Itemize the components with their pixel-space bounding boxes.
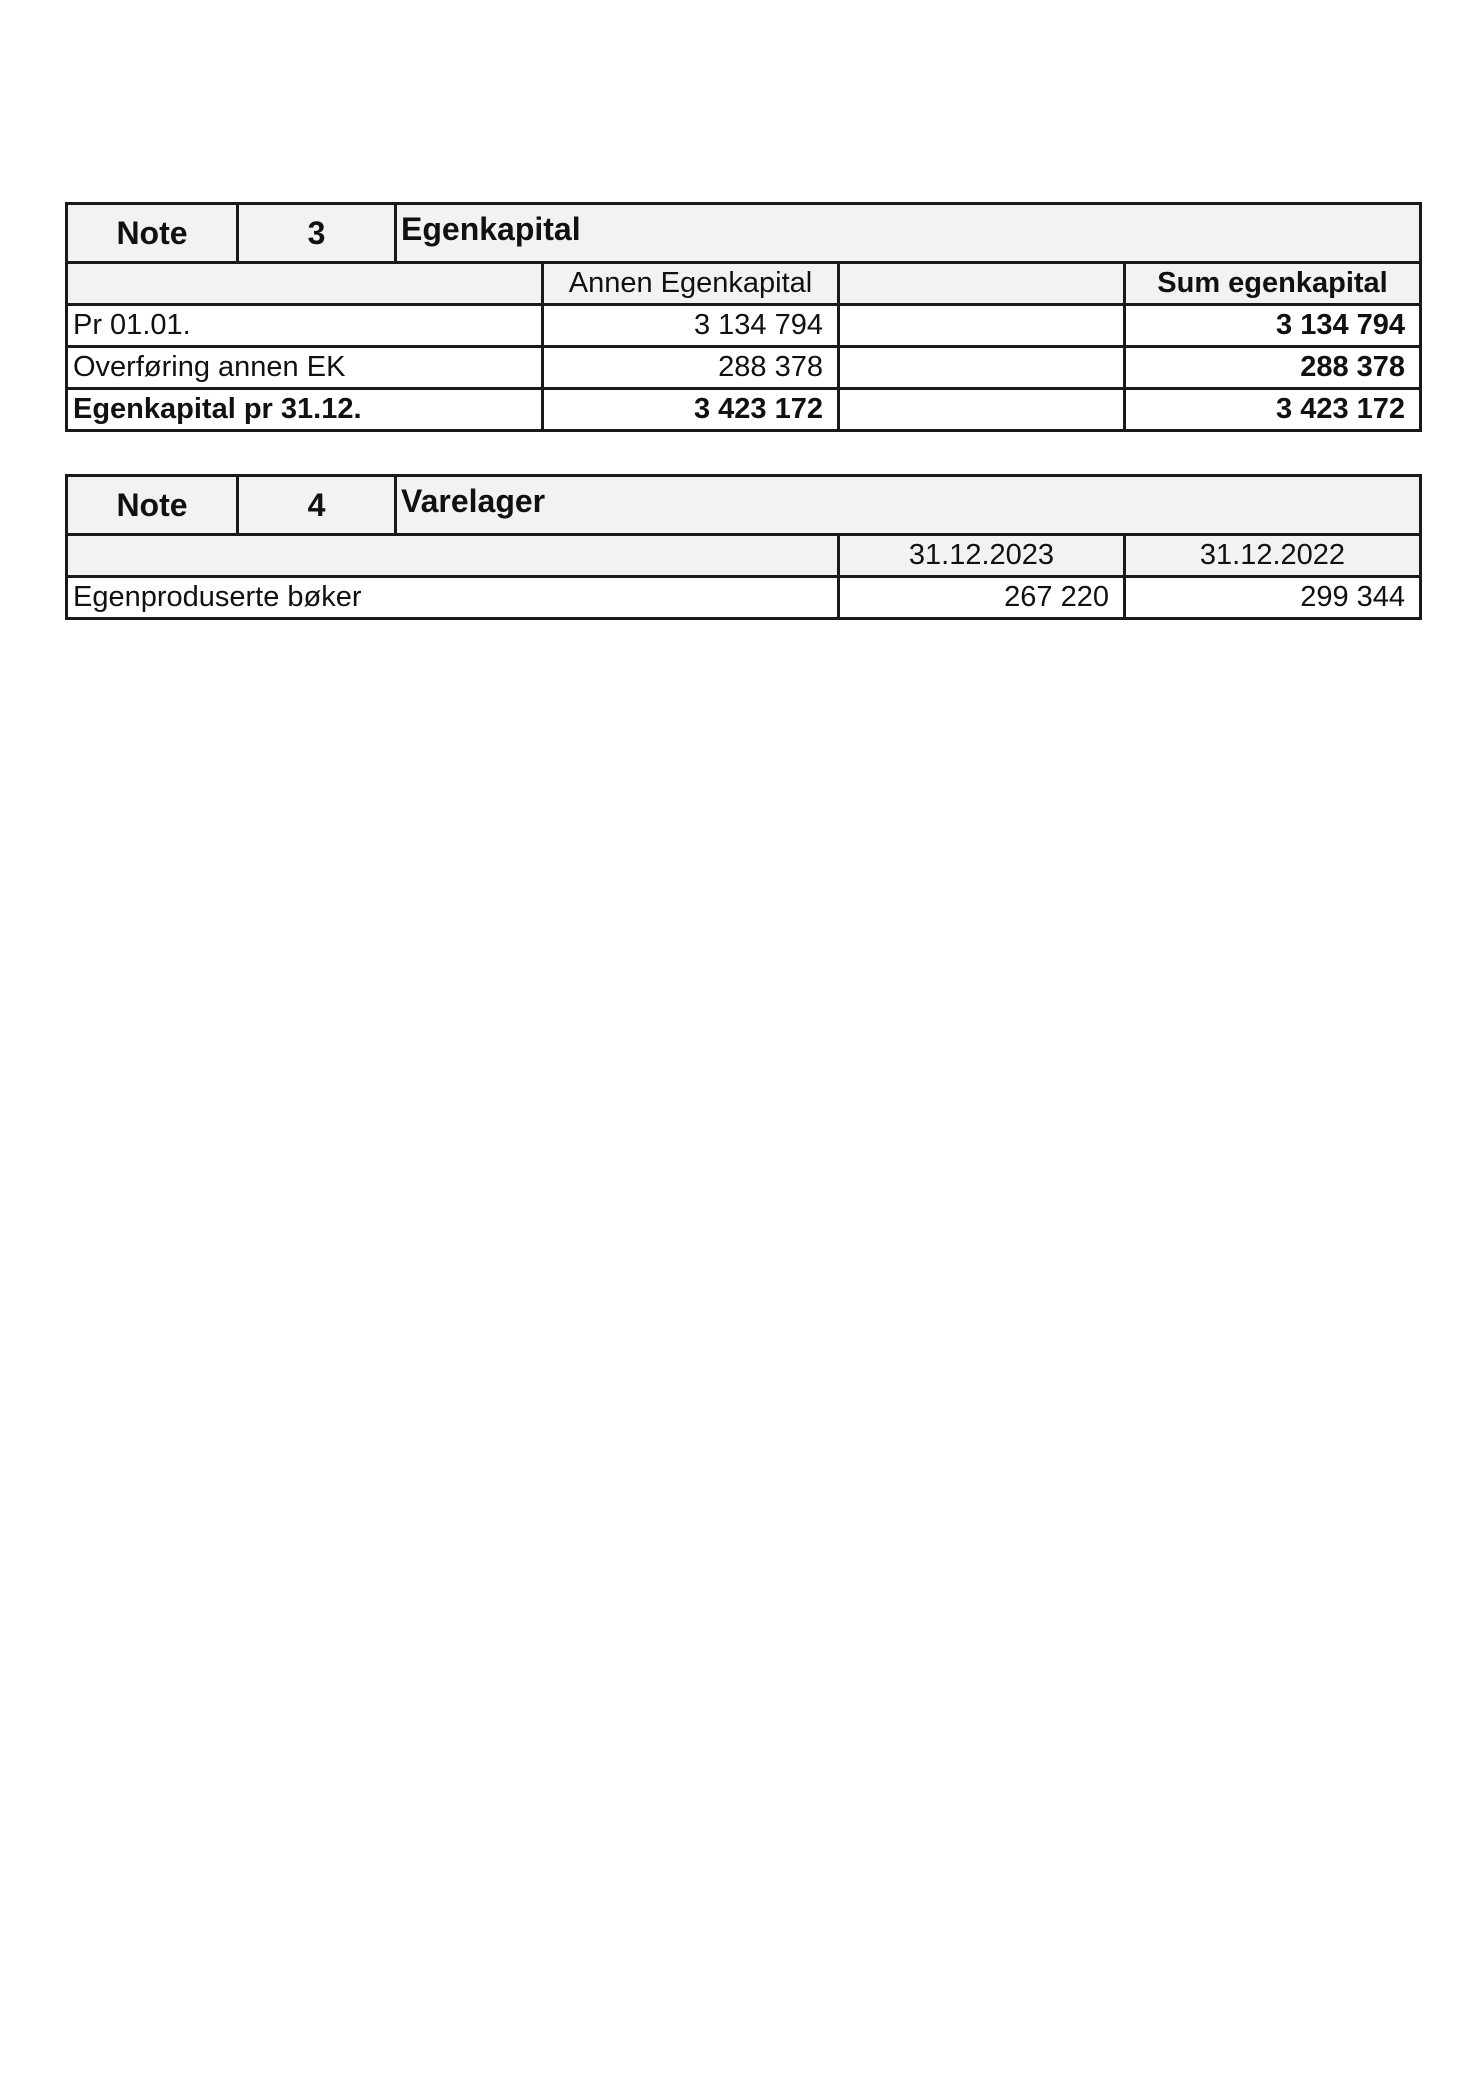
note-title: Varelager [396, 476, 1421, 535]
note-label: Note [67, 476, 238, 535]
note-3-column-headers [67, 263, 1421, 305]
table-row-total [67, 389, 1421, 431]
cell-sum-egenkapital: 3 423 172 [1125, 389, 1421, 431]
column-header-2022: 31.12.2022 [1125, 535, 1421, 577]
cell-2023: 267 220 [839, 577, 1125, 619]
cell-annen-egenkapital: 3 423 172 [543, 389, 839, 431]
note-4-column-headers [67, 535, 1421, 577]
column-header-empty [67, 535, 839, 577]
cell-annen-egenkapital: 3 134 794 [543, 305, 839, 347]
row-label: Egenkapital pr 31.12. [67, 389, 543, 431]
column-header-sum-egenkapital: Sum egenkapital [1125, 263, 1421, 305]
column-header-2023: 31.12.2023 [839, 535, 1125, 577]
cell-blank [839, 347, 1125, 389]
note-3-header [67, 204, 1421, 263]
table-row [67, 305, 1421, 347]
row-label: Egenproduserte bøker [67, 577, 839, 619]
note-4-table [65, 474, 1422, 620]
note-4-varelager [65, 474, 1419, 620]
table-row [67, 577, 1421, 619]
note-title: Egenkapital [396, 204, 1421, 263]
cell-annen-egenkapital: 288 378 [543, 347, 839, 389]
note-3-egenkapital [65, 202, 1419, 432]
cell-sum-egenkapital: 288 378 [1125, 347, 1421, 389]
row-label: Pr 01.01. [67, 305, 543, 347]
column-header-annen-egenkapital: Annen Egenkapital [543, 263, 839, 305]
table-row [67, 347, 1421, 389]
note-3-table [65, 202, 1422, 432]
note-number: 3 [238, 204, 396, 263]
note-number: 4 [238, 476, 396, 535]
cell-blank [839, 305, 1125, 347]
column-header-empty [67, 263, 543, 305]
column-header-blank [839, 263, 1125, 305]
row-label: Overføring annen EK [67, 347, 543, 389]
cell-sum-egenkapital: 3 134 794 [1125, 305, 1421, 347]
note-label: Note [67, 204, 238, 263]
note-4-header [67, 476, 1421, 535]
cell-2022: 299 344 [1125, 577, 1421, 619]
cell-blank [839, 389, 1125, 431]
